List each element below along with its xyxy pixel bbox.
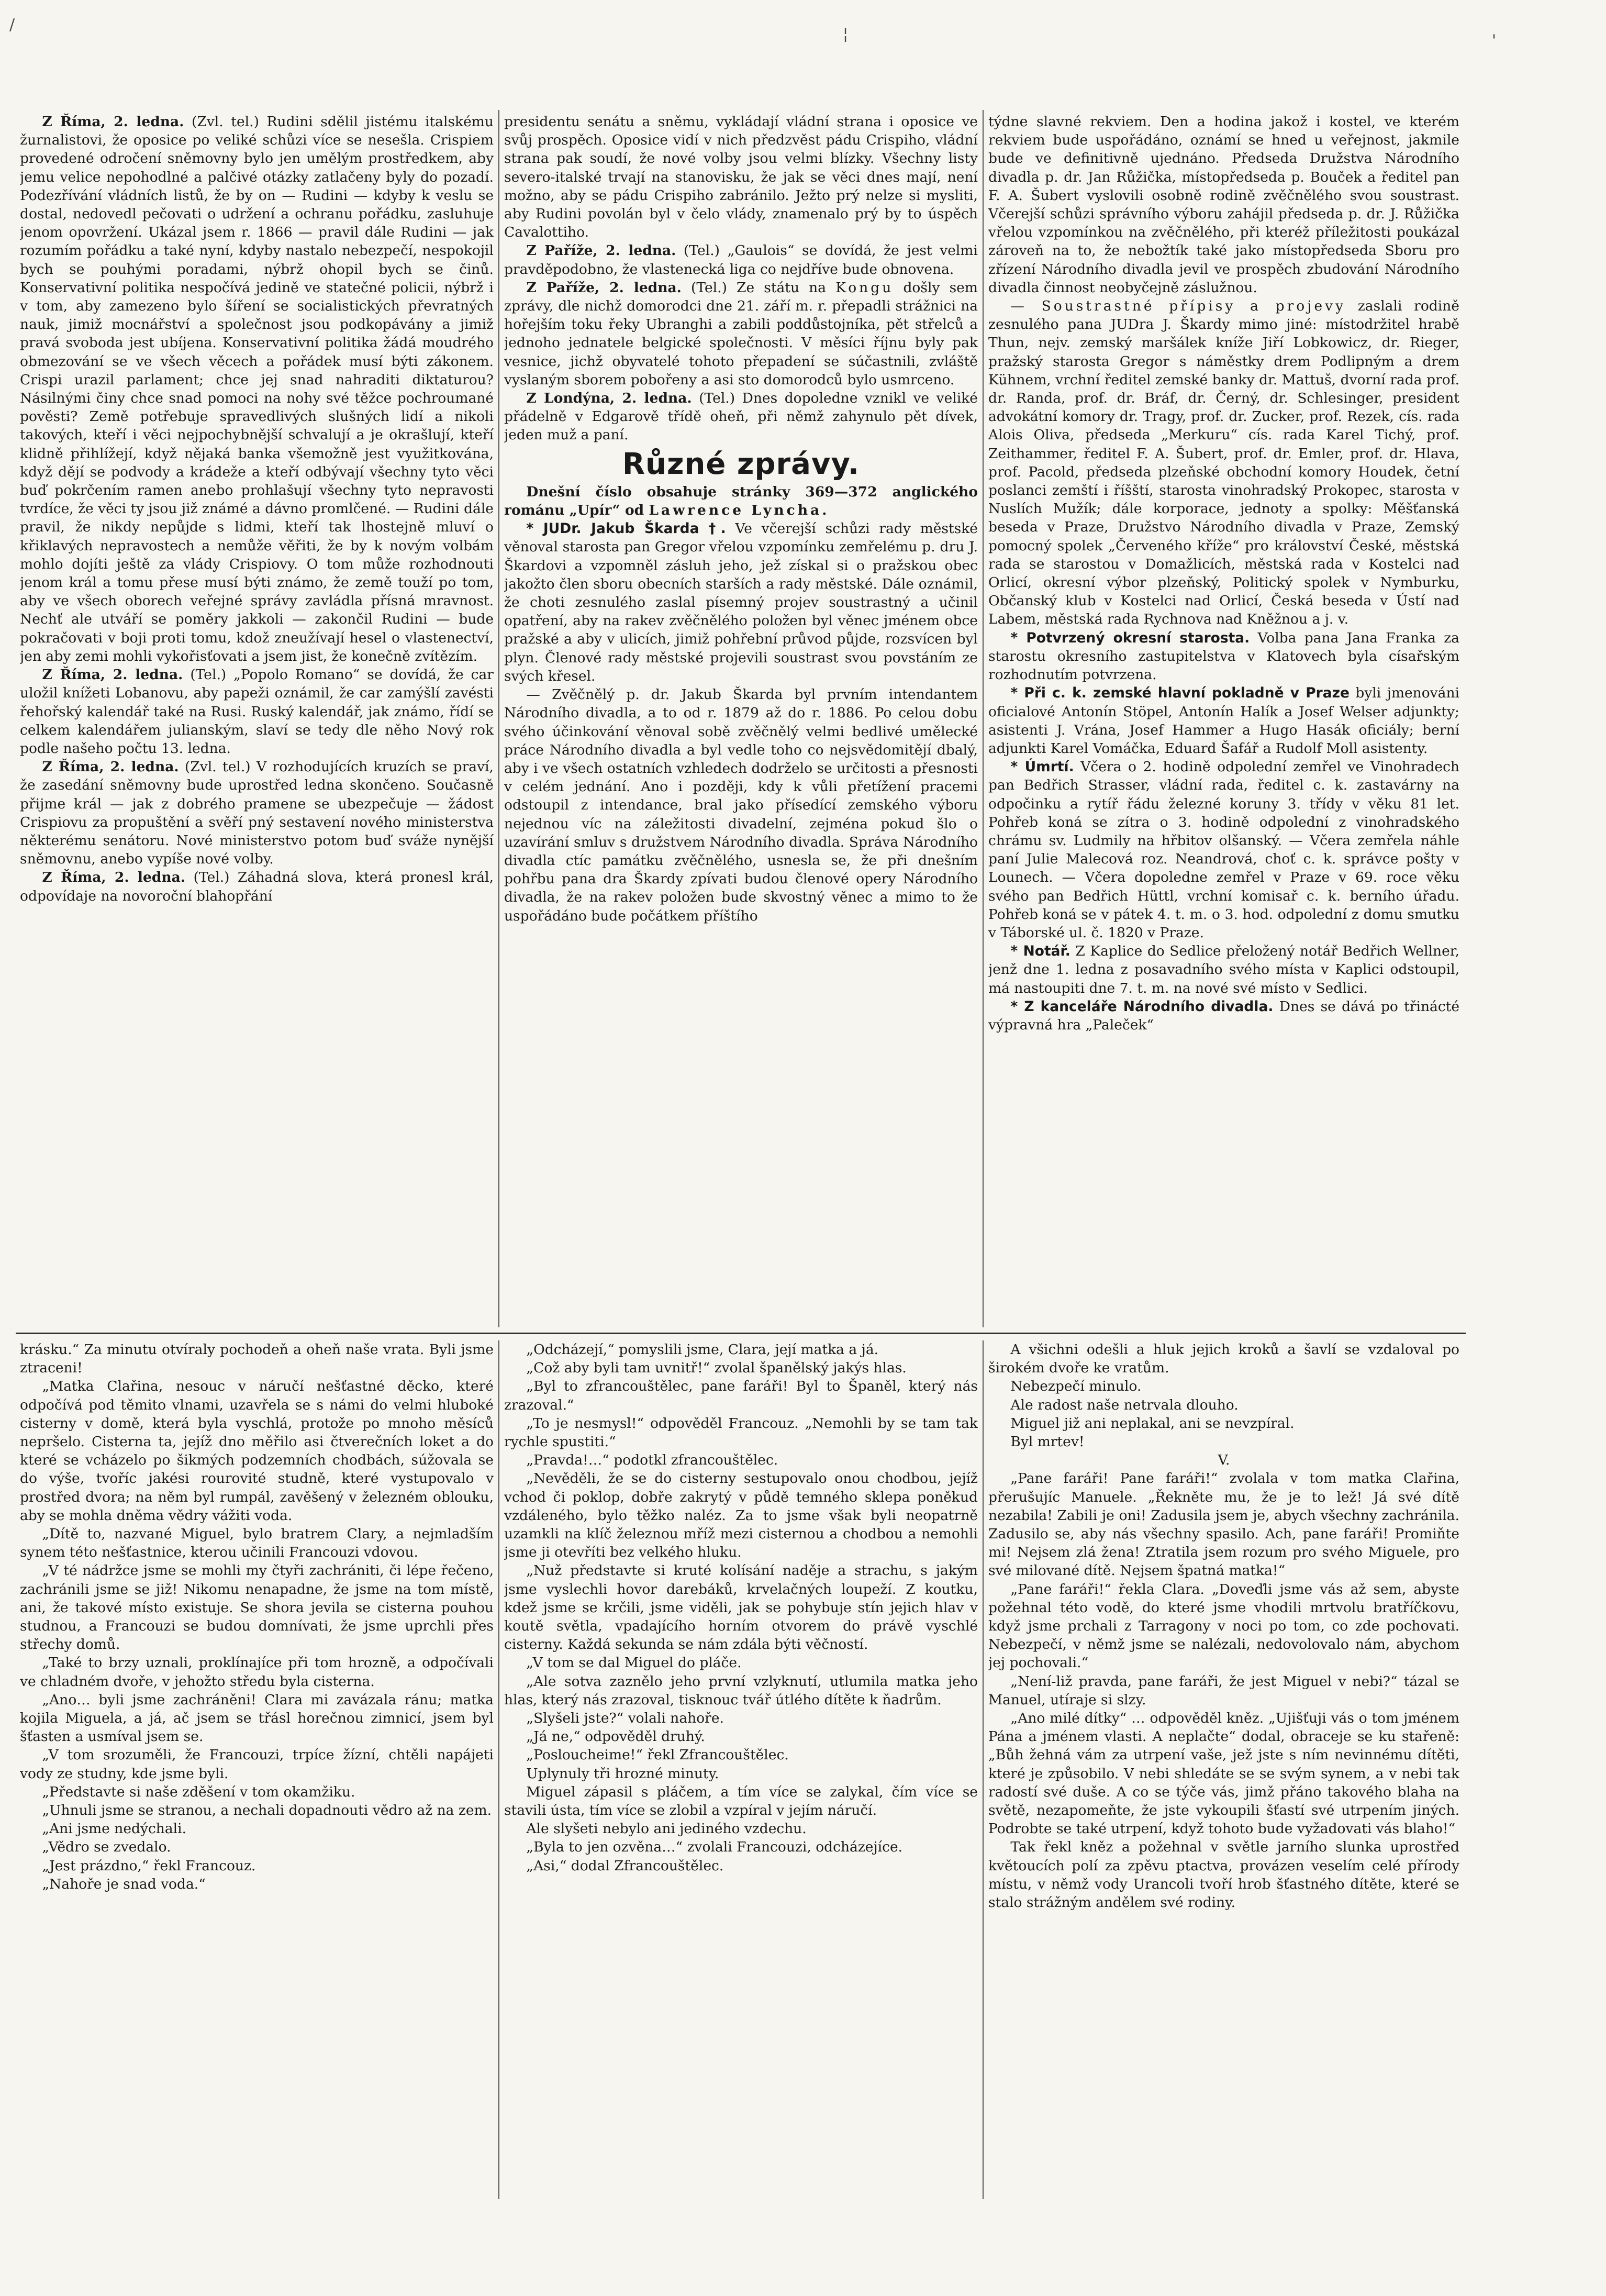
feuilleton-paragraph: Miguel již ani neplakal, ani se nevzpíral. (1010, 1415, 1295, 1432)
dateline: Z Říma, 2. ledna. (42, 114, 184, 130)
feuilleton-paragraph: „Což aby byli tam uvnitř!“ zvolal španělský jakýs hlas. (526, 1360, 907, 1377)
feuilleton-paragraph: „Dítě to, nazvané Miguel, bylo bratrem Clary, a nejmladším synem této nešťastnice, kterou učinili Francouzi vdovou. (20, 1526, 494, 1561)
feuilleton-paragraph: Tak řekl kněz a požehnal v světle jarního slunka uprostřed květoucích polí za zpěvu ptactva, provázen veselím celé přírody místu, v němž vody Urancoli tvoří hrob šťastného dítěte, které se stalo strážným andělem své rodiny. (988, 1839, 1459, 1911)
article-text: Ve včerejší schůzi rady městské věnoval starosta pan Gregor vřelou vzpomínku zemřelému p. dru J. Škardovi a vzpomněl zásluh jeho, jež získal si o pražskou obec jakožto člen sboru obecních starších a rady městské. Dále oznámil, že choti zesnulého zaslal písemný projev soustrastný a učinil opatření, aby na rakev zvěčnělého položen byl věnec jménem obce pražské a aby v ulicích, jimiž pohřební průvod půjde, rozsvícen byl plyn. Členové rady městské projevili soustrast svou povstáním ze svých křesel. (504, 520, 978, 684)
feuilleton-paragraph: „Já ne,“ odpověděl druhý. (526, 1728, 705, 1745)
feuilleton-paragraph: „V tom se dal Miguel do pláče. (526, 1655, 742, 1671)
item-heading: — Soustrastné přípisy a projevy (1010, 298, 1346, 315)
article-text: (Tel.) Ze státu na (691, 279, 827, 296)
item-heading: * Z kanceláře Národního divadla. (1010, 998, 1274, 1015)
column-rule (983, 110, 984, 1327)
article-text: (Tel.) „Gaulois“ se dovídá, že jest velmi pravděpodobno, že vlastenecká liga co nejdříve bude obnovena. (504, 242, 978, 278)
item-heading: * JUDr. Jakub Škarda †. (526, 520, 726, 537)
item-heading: * Úmrtí. (1010, 759, 1074, 775)
feuilleton-rule (16, 1333, 1466, 1334)
article-text: týdne slavné rekviem. Den a hodina jakož i kostel, ve kterém rekviem bude uspořádáno, oznámí se hned u veřejnost, jakmile bude ve definitivně ujednáno. Předseda Družstva Národního divadla p. dr. Jan Růžička, místopředseda p. Bouček a ředitel pan F. A. Šubert vyslovili osobně rodině zvěčnělého svou soustrast. Včerejší schůzi správního výboru zahájil předseda p. dr. J. Růžička vřelou vzpomínkou na zvěčnělého, při kteréž příležitosti poukázal zároveň na to, že nebožtík také jako místopředseda Sboru pro zřízení Národního divadla jevil ve prospěch zbudování Národního divadla činnost neobyčejně záslužnou. (988, 114, 1459, 296)
feuilleton-paragraph: „Uhnuli jsme se stranou, a nechali dopadnouti vědro až na zem. (42, 1802, 492, 1819)
notice-author: Lawrence Lyncha. (649, 502, 830, 519)
feuilleton-paragraph: „Představte si naše zděšení v tom okamžiku. (42, 1783, 355, 1800)
article-text: došly sem zprávy, dle nichž domorodci dne 21. září m. r. přepadli strážnici na hořejším toku řeky Ubranghi a zabili poddůstojníka, pět střelců a jednoho jednatele belgické společnosti. V měsíci říjnu byly pak vesnice, jichž obyvatelé tohoto přepadení se súčastnili, zvláště vyslaným sborem pobořeny a asi sto domorodců bylo usmrceno. (504, 279, 978, 388)
article-text: Z Kaplice do Sedlice přeložený notář Bedřich Wellner, jenž dne 1. ledna z posavadního svého místa v Kaplici odstoupil, má nastoupiti dne 7. t. m. na nové své místo v Sedlici. (988, 943, 1459, 996)
feuilleton-paragraph: „Pravda!…“ podotkl zfrancouštělec. (526, 1452, 778, 1469)
item-heading: * Při c. k. zemské hlavní pokladně v Praze (1010, 685, 1350, 702)
feuilleton-paragraph: Nebezpečí minulo. (1010, 1378, 1142, 1395)
feuilleton-paragraph: „Nevěděli, že se do cisterny sestupovalo onou chodbou, jejíž vchod či poklop, dobře zakrytý v půdě temného sklepa poněkud vzdáleného, bylo těžko naléz. Za to jsme však byli neopatrně uzamkli na klíč železnou mříž mezi cisternou a chodbou a nemohli jsme ji otevříti bez velkého hluku. (504, 1470, 978, 1561)
feuilleton-column-3 (988, 1340, 1459, 2199)
feuilleton-paragraph: A všichni odešli a hluk jejich kroků a šavlí se vzdaloval po širokém dvoře ke vratům. (988, 1341, 1459, 1377)
feuilleton-paragraph: „Matka Clařina, nesouc v náručí nešťastné děcko, které odpočívá pod těmito vlnami, uzavřela se s námi do velmi hluboké cisterny v domě, která byla vyschlá, protože po mnoho měsíců nepršelo. Cisterna ta, jejíž dno měřilo asi čtverečních loket a do které se vcházelo po šikmých podzemních chodbách, súžovala se do výše, tvoříc jakési rourovité studně, které vystupovalo v prostřed dvora; na něm byl rumpál, zavěšený v železném oblouku, aby se mohla dněma vědry vážiti voda. (20, 1378, 494, 1524)
feuilleton-paragraph: „Ani jsme nedýchali. (42, 1821, 187, 1837)
column-rule (983, 1340, 984, 2199)
notice-text: Dnešní číslo obsahuje stránky 369—372 anglického románu „Upír“ od (504, 483, 978, 519)
news-column-3 (988, 113, 1459, 1327)
section-heading: Různé zprávy. (622, 447, 860, 481)
feuilleton-paragraph: „Ano… byli jsme zachráněni! Clara mi zavázala ránu; matka kojila Miguela, a já, ač jsem se třásl horečnou zimnicí, jsem byl šťasten a usmíval jsem se. (20, 1691, 494, 1745)
dateline: Z Říma, 2. ledna. (42, 759, 179, 775)
feuilleton-paragraph: „Pane faráři! Pane faráři!“ zvolala v tom matka Clařina, přerušujíc Manuele. „Řekněte mu, že je to lež! Já své dítě nezabila! Zabili je oni! Zadusila jsem je, abych všechny zachránila. Zadusilo se, aby nás všechny spasilo. Ach, pane faráři! Promiňte mi! Nejsem zlá žena! Ztratila jsem rozum pro svého Miguele, pro své milované dítě. Nejsem špatná matka!“ (988, 1470, 1459, 1579)
margin-mark-left: / (9, 16, 15, 34)
article-text: (Tel.) Dnes dopoledne vznikl ve veliké přádelně v Edgarově třídě oheň, při němž zahynulo pět dívek, jeden muž a paní. (504, 390, 978, 443)
feuilleton-paragraph: „Nuž představte si kruté kolísání naděje a strachu, s jakým jsme vyslechli hovor darebáků, krvelačných loupeží. Z koutku, kdež jsme se krčili, jsme viděli, jak se pohybuje stín jejich hlav v koutě světla, vpadajícího horním otvorem do právě vyschlé cisterny. Každá sekunda se nám zdála býti věčností. (504, 1562, 978, 1653)
feuilleton-paragraph: „Vědro se zvedalo. (42, 1839, 171, 1856)
feuilleton-paragraph: Ale slyšeti nebylo ani jediného vzdechu. (526, 1821, 807, 1837)
feuilleton-paragraph: „Asi,“ dodal Zfrancouštělec. (526, 1857, 724, 1874)
margin-mark-center: ¦ (843, 25, 849, 43)
feuilleton-paragraph: „Nahoře je snad voda.“ (42, 1876, 206, 1892)
dateline: Z Říma, 2. ledna. (42, 869, 186, 886)
news-column-2 (504, 113, 978, 1327)
dateline: Z Londýna, 2. ledna. (526, 390, 692, 407)
article-text: (Tel.) Záhadná slova, která pronesl král, odpovídaje na novoroční blahopřání (20, 869, 494, 904)
feuilleton-column-2 (504, 1340, 978, 2199)
feuilleton-paragraph: „To je nesmysl!“ odpověděl Francouz. „Nemohli by se tam tak rychle spustiti.“ (504, 1415, 978, 1450)
article-text: (Zvl. tel.) Rudini sdělil jistému italskému žurnalistovi, že oposice po veliké schůzi více se nesešla. Crispiem provedené odročení sněmovny bylo jen umělým prostředkem, aby jemu velice nepohodlné a palčivé otázky zatlačeny byly do pozadí. Podezřívání vládních listů, že by on — Rudini — kdyby k veslu se dostal, nedovedl pečovati o udržení a ochranu pořádku, zasluhuje jenom opovržení. Ukázal jsem r. 1866 — pravil dále Rudini — jak rozumím pořádku a také nyní, kdyby nastalo nebezpečí, nespokojil bych se pouhými poradami, nýbrž ohopil bych se činů. Konservativní politika nespočívá jedině ve statečné policii, nýbrž i v tom, aby zamezeno bylo šíření se socialistických převratných nauk, jimiž mocnářství a společnost jsou podkopávány a jimiž pravá svoboda jest ubíjena. Konservativní politika žádá moudrého obmezování se ve všech věcech a pořádek musí býti zákonem. Crispi urazil parlament; chce jej snad nahraditi diktaturou? Násilnými činy chce snad pomoci na nohy své těžce pochroumané pověsti? Země potřebuje spravedlivých slušných lidí a nikoli takových, kteří i věci nejpochybnější schvalují a je okrašlují, kteří klidně přihlížejí, když nějaká banka všemožně jest využitkována, když dějí se podvody a krádeže a kteří odbývají všechny tyto věci buď pokrčením ramen anebo prohlašují všechny tyto nepravosti tvrdíce, že věci ty jsou již známé a dávno promlčené. — Rudini dále pravil, že nikdy nepůjde s lidmi, kteří tak lhostejně mluví o křiklavých nepravostech a nemůže věřiti, že by k novým volbám mohlo dojíti ještě za vlády Crispiovy. O tom může rozhodnouti jenom král a tomu přese musí býti známo, že země touží po tom, aby ve všech oborech veřejné správy zavládla přísná mravnost. Nechť ale utváří se poměry jakkoli — zakončil Rudini — bude pokračovati v boji proti tomu, kdož zneužívají hesel o vlastenectví, jen aby zemi mohli vykořisťovati a jsem jist, že konečně zvítězím. (20, 114, 494, 664)
feuilleton-paragraph: „Byla to jen ozvěna…“ zvolali Francouzi, odcházejíce. (526, 1839, 903, 1856)
feuilleton-paragraph: „V té nádržce jsme se mohli my čtyři zachrániti, či lépe řečeno, zachránili jsme se již! Nikomu nenapadne, že jsme na tom místě, ani, že takové místo existuje. Se shora jevila se cisterna pouhou studnou, a Francouzi se budou domnívati, že jsme uprchli přes střechy domů. (20, 1562, 494, 1653)
feuilleton-paragraph: „Ale sotva zaznělo jeho první vzlyknutí, utlumila matka jeho hlas, který nás zrazoval, tisknouc tvář útlého dítěte k ňadrům. (504, 1673, 978, 1708)
article-text: (Tel.) „Popolo Romano“ se dovídá, že car uložil knížeti Lobanovu, aby papeži oznámil, že car zamýšlí zavésti řehořský kalendář také na Rusi. Ruský kalendář, jak známo, řídí se celkem kalendářem julianským, slaví se tedy dle něho Nový rok podle našeho počtu 13. ledna. (20, 667, 494, 757)
feuilleton-paragraph: „Byl to zfrancouštělec, pane faráři! Byl to Španěl, který nás zrazoval.“ (504, 1378, 978, 1413)
feuilleton-paragraph: Miguel zápasil s pláčem, a tím více se zalykal, čím více se stavili ústa, tím více se zlobil a vzpíral v jejím náručí. (504, 1783, 978, 1819)
feuilleton-paragraph: „Posloucheime!“ řekl Zfrancouštělec. (526, 1747, 789, 1763)
feuilleton-paragraph: Byl mrtev! (1010, 1434, 1085, 1450)
feuilleton-paragraph: „Jest prázdno,“ řekl Francouz. (42, 1857, 256, 1874)
article-text: zaslali rodině zesnulého pana JUDra J. Škardy mimo jiné: místodržitel hrabě Thun, nejv. zemský maršálek kníže Jiří Lobkowicz, dr. Rieger, pražský starosta Gregor s náměstky drem Podlipným a drem Kühnem, vrchní ředitel zemské banky dr. Mattuš, dvorní rada prof. dr. Randa, prof. dr. Bráf, dr. Černý, dr. Schlesinger, president advokátní komory dr. Tragy, prof. dr. Zucker, prof. Rezek, cís. rada Alois Oliva, předseda „Merkuru“ cís. rada Karel Tichý, prof. Zeithammer, ředitel F. A. Šubert, prof. dr. Emler, prof. dr. Hlava, prof. Pacold, předseda plzeňské obchodní komory Houdek, četní poslanci zemští i říšští, starosta vinohradský Prokopec, starosta v Nuslích Mužík; dále korporace, jednoty a spolky: Měšťanská beseda v Praze, Družstvo Národního divadla v Praze, Zemský pomocný spolek „Červeného kříže“ pro království České, městská rada se starostou v Domažlicích, městská rada v Kostelci nad Orlicí, okresní výbor plzeňský, Politický spolek v Nymburku, Občanský klub v Kostelci nad Orlicí, Česká beseda v Ústí nad Labem, městská rada Rychnova nad Kněžnou a j. v. (988, 298, 1459, 628)
article-text: Dnes se dává po třinácté výpravná hra „Paleček“ (988, 998, 1459, 1033)
feuilleton-paragraph: „V tom srozuměli, že Francouzi, trpíce žízní, chtěli napájeti vody ze studny, kde jsme byli. (20, 1747, 494, 1782)
feuilleton-paragraph: Uplynuly tři hrozné minuty. (526, 1765, 719, 1782)
article-text: Volba pana Jana Franka za starostu okresního zastupitelstva v Klatovech byla císařským rozhodnutím potvrzena. (988, 629, 1459, 683)
margin-mark-right: ' (1492, 31, 1497, 50)
column-rule (498, 1340, 499, 2199)
feuilleton-paragraph: krásku.“ Za minutu otvíraly pochodeň a oheň naše vrata. Byli jsme ztraceni! (20, 1341, 494, 1377)
article-text: — Zvěčnělý p. dr. Jakub Škarda byl prvním intendantem Národního divadla, a to od r. 1879 až do r. 1886. Po celou dobu svého účinkování věnoval sobě zvěčnělý velmi bedlivé umělecké práce Národního divadla a byl vedle toho co nejsvědomitějí dbalý, aby i ve všech ostatních vzhledech dodrželo se určitosti a přesnosti v celém jednání. Ano i později, kdy k vůli přetížení pracemi odstoupil z intendance, bral jako přísedící zemského výboru nejednou víc na záležitosti divadelní, zejména pokud šlo o uzavírání smluv s družstvem Národního divadla. Správa Národního divadla ctíc památku zvěčnělého, usnesla se, že při dnešním pohřbu pana dra Škardy zpívati budou členové opery Národního divadla, že na rakev položen bude skvostný věnec a mimo to že uspořádáno bude počátkem příštího (504, 686, 978, 924)
chapter-number: V. (1218, 1452, 1230, 1469)
news-column-1 (20, 113, 494, 1327)
item-heading: * Potvrzený okresní starosta. (1010, 629, 1250, 646)
column-rule (498, 110, 499, 1327)
feuilleton-paragraph: „Pane faráři!“ řekla Clara. „Doveďli jsme vás až sem, abyste požehnal této vodě, do které jsme vhodili mrtvolu bratříčkovu, když jsme prchali z Tarragony v noci po tom, co zde pochovati. Nebezpečí, v němž jsme se nalézali, nedovolovalo nám, abychom jej pochovali.“ (988, 1581, 1459, 1671)
dateline: Z Paříže, 2. ledna. (526, 279, 682, 296)
feuilleton-paragraph: „Není-liž pravda, pane faráři, že jest Miguel v nebi?“ tázal se Manuel, utíraje si slzy. (988, 1673, 1459, 1708)
article-text: Včera o 2. hodině odpolední zemřel ve Vinohradech pan Bedřich Strasser, vládní rada, ředitel c. k. zastavárny na odpočinku a rytíř řádu železné koruny 3. třídy v věku 81 let. Pohřeb koná se zítra o 3. hodině odpolední z vinohradského chrámu sv. Ludmily na hřbitov olšanský. — Včera zemřela náhle paní Julie Malecová roz. Neandrová, choť c. k. správce pošty v Lounech. — Včera dopoledne zemřel v Praze v 69. roce věku svého pan Bedřich Hüttl, vrchní komisař c. k. berního úřadu. Pohřeb koná se v pátek 4. t. m. o 3. hod. odpolední z domu smutku v Táborské ul. č. 1820 v Praze. (988, 759, 1459, 941)
dateline: Z Paříže, 2. ledna. (526, 242, 676, 259)
feuilleton-paragraph: „Také to brzy uznali, proklínajíce při tom hrozně, a odpočívali ve chladném dvoře, v jehožto středu byla cisterna. (20, 1655, 494, 1690)
feuilleton-paragraph: „Ano milé dítky“ … odpověděl kněz. „Ujišťuji vás o tom jménem Pána a jménem vlasti. A neplačte“ dodal, obraceje se ku stařeně: „Bůh žehná vám za utrpení vaše, jež jste s ním nevinnému dítěti, které je způsobilo. V nebi shledáte se se svým synem, a v nebi tak radostí své duše. A co se týče vás, jimž přáno takového blaha na světě, nezapomeňte, že jste vykoupili šťastí své utrpením jiných. Podrobte se také utrpení, když tohoto bude vyžadovati vás blaho!“ (988, 1710, 1459, 1837)
feuilleton-column-1 (20, 1340, 494, 2199)
feuilleton-paragraph: „Slyšeli jste?“ volali nahoře. (526, 1710, 724, 1727)
article-text: (Zvl. tel.) V rozhodujících kruzích se praví, že zasedání sněmovny bude uprostřed ledna skončeno. Současně přijme král — jak z dobrého pramene se ubezpečuje — žádost Crispiovu za propuštění a svěří pný sestavení nového ministerstva některému senátoru. Nové ministerstvo potom buď sváže nynější sněmovnu, anebo vypíše nové volby. (20, 759, 494, 868)
dateline: Z Říma, 2. ledna. (42, 667, 183, 683)
feuilleton-paragraph: Ale radost naše netrvala dlouho. (1010, 1396, 1239, 1413)
article-text: presidentu senátu a sněmu, vykládají vládní strana i oposice ve svůj prospěch. Oposice vidí v nich předzvěst pádu Crispiho, vládní strana pak soudí, že nové volby jsou velmi blízky. Všechny listy severo-italské trvají na stanovisku, že jak se věci dnes mají, není možno, aby se pádu Crispiho zabránilo. Ježto prý nelze si mysliti, aby Rudini povolán byl v čelo vlády, znamenalo prý by to úspěch Cavalottiho. (504, 114, 978, 241)
item-heading: * Notář. (1010, 943, 1070, 960)
feuilleton-paragraph: „Odcházejí,“ pomyslili jsme, Clara, její matka a já. (526, 1341, 879, 1358)
article-text: byli jmenováni oficialové Antonín Stöpel, Antonín Halík a Josef Welser adjunkty; asistenti J. Vrána, Josef Hammer a Hugo Hasák oficiály; berní adjunkti Karel Vomáčka, Eduard Šafář a Rudolf Moll asistenty. (988, 685, 1459, 757)
spaced-word: Kongu (835, 279, 894, 296)
